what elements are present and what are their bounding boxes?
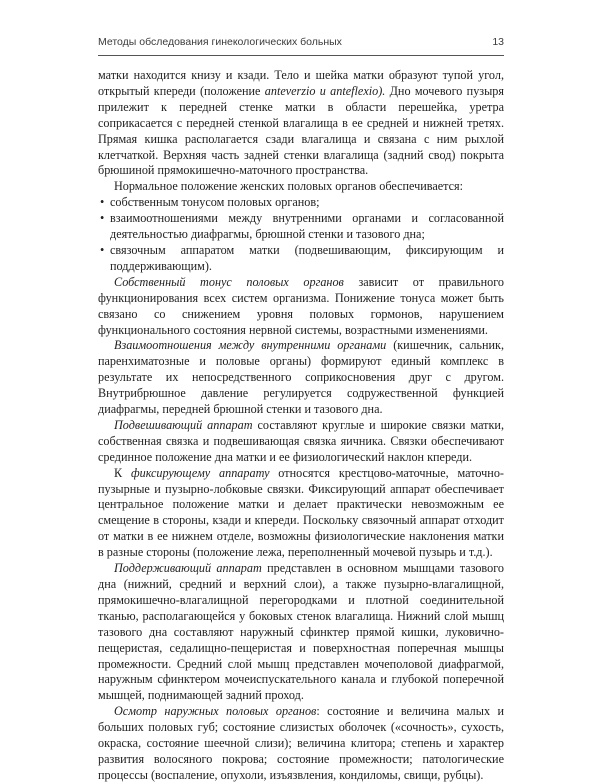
term-heading: Подвешивающий аппарат	[114, 417, 253, 432]
header-rule	[98, 55, 504, 56]
chapter-title: Методы обследования гинекологических больных	[98, 36, 342, 48]
paragraph: Взаимоотношения между внутренними органами (кишечник, сальник, паренхиматозные и половые органы) формируют единый комплекс в результате их непосредственного соприкосновения друг с другом. Внутрибрюшное давление регулируется содружественной функцией диафрагмы, передней брюшной стенки и тазового дна.	[98, 338, 504, 417]
term-heading: фиксирующему аппарату	[130, 465, 270, 480]
term-heading: Поддерживающий аппарат	[114, 561, 262, 576]
term-heading: Собственный тонус половых органов	[114, 274, 344, 289]
paragraph: Осмотр наружных половых органов: состояние и величина малых и больших половых губ; состояние слизистых оболочек («сочность», сухость, окраска, состояние шеечной слизи); величина клитора; степень и характер развития волосяного покрова; состояние промежности; патологические процессы (воспаление, опухоли, изъязвления, кондиломы, свищи, рубцы).	[98, 704, 504, 782]
running-header	[98, 34, 504, 52]
bullet-list	[98, 195, 504, 275]
term-heading: Осмотр наружных половых органов	[114, 704, 317, 719]
paragraph: Поддерживающий аппарат представлен в основном мышцами тазового дна (нижний, средний и верхний слои), а также пузырно-влагалищной, прямокишечно-влагалищной перегородками и плотной соединительной тканью, располагающейся у боковых стенок влагалища. Нижний слой мышц тазового дна составляют наружный сфинктер прямой кишки, луковично-пещеристая, седалищно-пещеристая и поверхностная поперечная мышцы промежности. Средний слой мышц представлен мочеполовой диафрагмой, наружным сфинктером мочеиспускательного канала и глубокой поперечной мышцей, поднимающей задний проход.	[98, 561, 504, 703]
page-number: 13	[492, 36, 504, 48]
term-heading: Взаимоотношения между внутренними органами	[114, 338, 387, 353]
paragraph: Нормальное положение женских половых органов обеспечивается:	[114, 179, 464, 194]
paragraph: Подвешивающий аппарат составляют круглые и широкие связки матки, собственная связка и подвешивающая связка яичника. Связки обеспечивают срединное положение дна матки и ее физиологический наклон кпереди.	[98, 417, 504, 464]
list-item: • взаимоотношениями между внутренними органами и согласованной деятельностью диафрагмы, брюшной стенки и тазового дна;	[98, 211, 504, 243]
paragraph: Собственный тонус половых органов зависит от правильного функционирования всех систем организма. Понижение тонуса может быть связано со снижением уровня половых гормонов, нарушением функционального состояния нервной системы, возрастными изменениями.	[98, 274, 504, 337]
main-text	[98, 68, 504, 784]
latin-term: anteverzio	[264, 83, 316, 98]
paragraph: матки находится книзу и кзади. Тело и шейка матки образуют тупой угол, открытый кпереди (положение anteverzio и anteflexio). Дно мочевого пузыря прилежит к передней стенке матки в области перешейка, уретра соприкасается с передней стенкой влагалища в ее средней и нижней третях. Прямая кишка располагается сзади влагалища и связана с ним рыхлой клетчаткой. Верхняя часть задней стенки влагалища (задний свод) покрыта брюшиной прямокишечно-маточного пространства.	[98, 68, 504, 178]
list-item: • собственным тонусом половых органов;	[98, 195, 504, 211]
list-item: • связочным аппаратом матки (подвешивающим, фиксирующим и поддерживающим).	[98, 243, 504, 275]
paragraph: К фиксирующему аппарату относятся крестцово-маточные, маточно-пузырные и пузырно-лобковые связки. Фиксирующий аппарат обеспечивает центральное положение матки и делает практически невозможным ее смещение в стороны, кзади и кпереди. Поскольку связочный аппарат отходит от матки в ее нижнем отделе, возможны физиологические наклонения матки в разные стороны (положение лежа, переполненный мочевой пузырь и т.д.).	[98, 465, 504, 560]
latin-term: anteflexio).	[330, 83, 386, 98]
